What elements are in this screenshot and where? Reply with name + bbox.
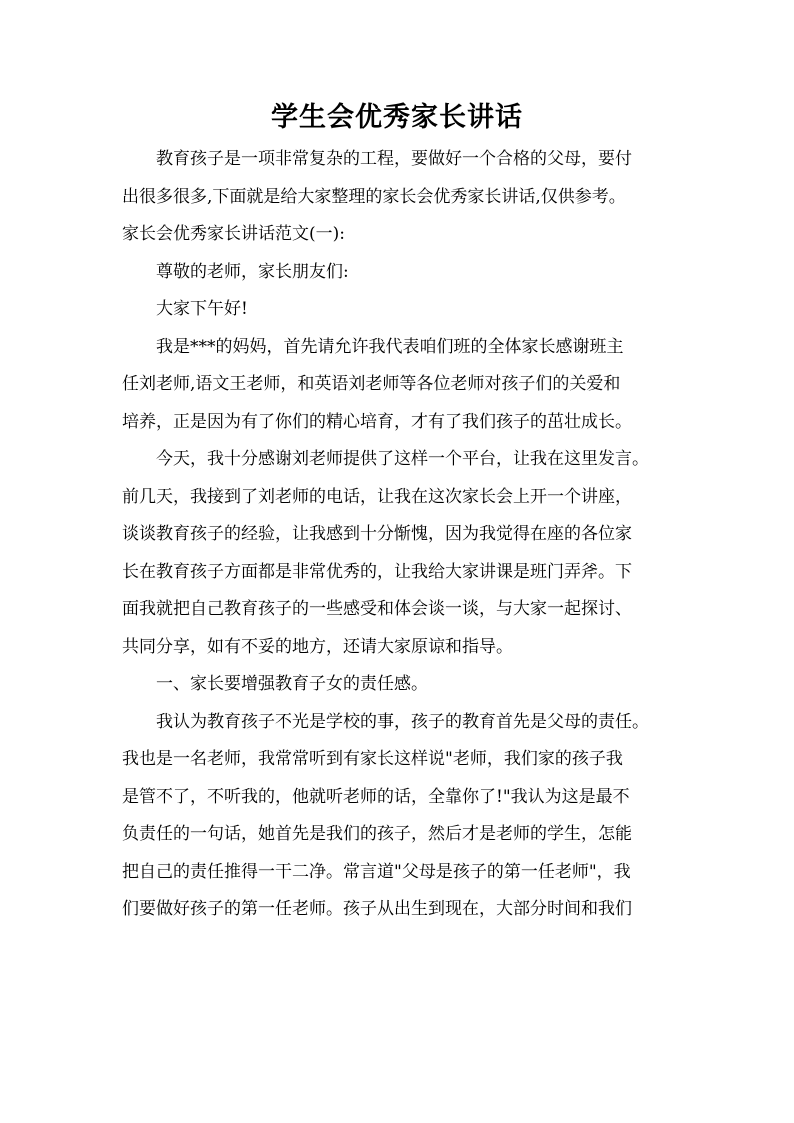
text-line: 谈谈教育孩子的经验，让我感到十分惭愧，因为我觉得在座的各位家 — [122, 524, 632, 544]
text-line: 前几天，我接到了刘老师的电话，让我在这次家长会上开一个讲座， — [122, 486, 632, 507]
text-line: 教育孩子是一项非常复杂的工程，要做好一个合格的父母，要付 — [156, 149, 632, 169]
text-line: 尊敬的老师，家长朋友们: — [156, 261, 349, 282]
text-line: 是管不了，不听我的，他就听老师的话，全靠你了!"我认为这是最不 — [122, 786, 630, 807]
text-line: 长在教育孩子方面都是非常优秀的，让我给大家讲课是班门弄斧。下 — [122, 561, 632, 582]
text-line: 们要做好孩子的第一任老师。孩子从出生到现在，大部分时间和我们 — [122, 899, 632, 919]
text-line: 共同分享，如有不妥的地方，还请大家原谅和指导。 — [122, 636, 513, 657]
document-title: 学生会优秀家长讲话 — [271, 102, 523, 133]
text-line: 面我就把自己教育孩子的一些感受和体会谈一谈，与大家一起探讨、 — [122, 599, 632, 619]
text-line: 家长会优秀家长讲话范文(一): — [122, 224, 345, 244]
text-line: 我也是一名老师，我常常听到有家长这样说"老师，我们家的孩子我 — [122, 749, 623, 769]
text-line: 我认为教育孩子不光是学校的事，孩子的教育首先是父母的责任。 — [156, 711, 649, 732]
text-line: 出很多很多,下面就是给大家整理的家长会优秀家长讲话,仅供参考。 — [122, 186, 626, 207]
text-line: 一、家长要增强教育子女的责任感。 — [156, 674, 428, 694]
text-line: 今天，我十分感谢刘老师提供了这样一个平台，让我在这里发言。 — [156, 449, 649, 469]
text-line: 任刘老师,语文王老师，和英语刘老师等各位老师对孩子们的关爱和 — [122, 374, 621, 394]
text-line: 我是***的妈妈，首先请允许我代表咱们班的全体家长感谢班主 — [156, 336, 624, 357]
document-body — [122, 141, 682, 929]
text-line: 培养，正是因为有了你们的精心培育，才有了我们孩子的茁壮成长。 — [122, 411, 632, 432]
text-line: 把自己的责任推得一干二净。常言道"父母是孩子的第一任老师"，我 — [122, 861, 631, 882]
text-line: 负责任的一句话，她首先是我们的孩子，然后才是老师的学生，怎能 — [122, 824, 632, 844]
text-line: 大家下午好! — [156, 299, 248, 319]
